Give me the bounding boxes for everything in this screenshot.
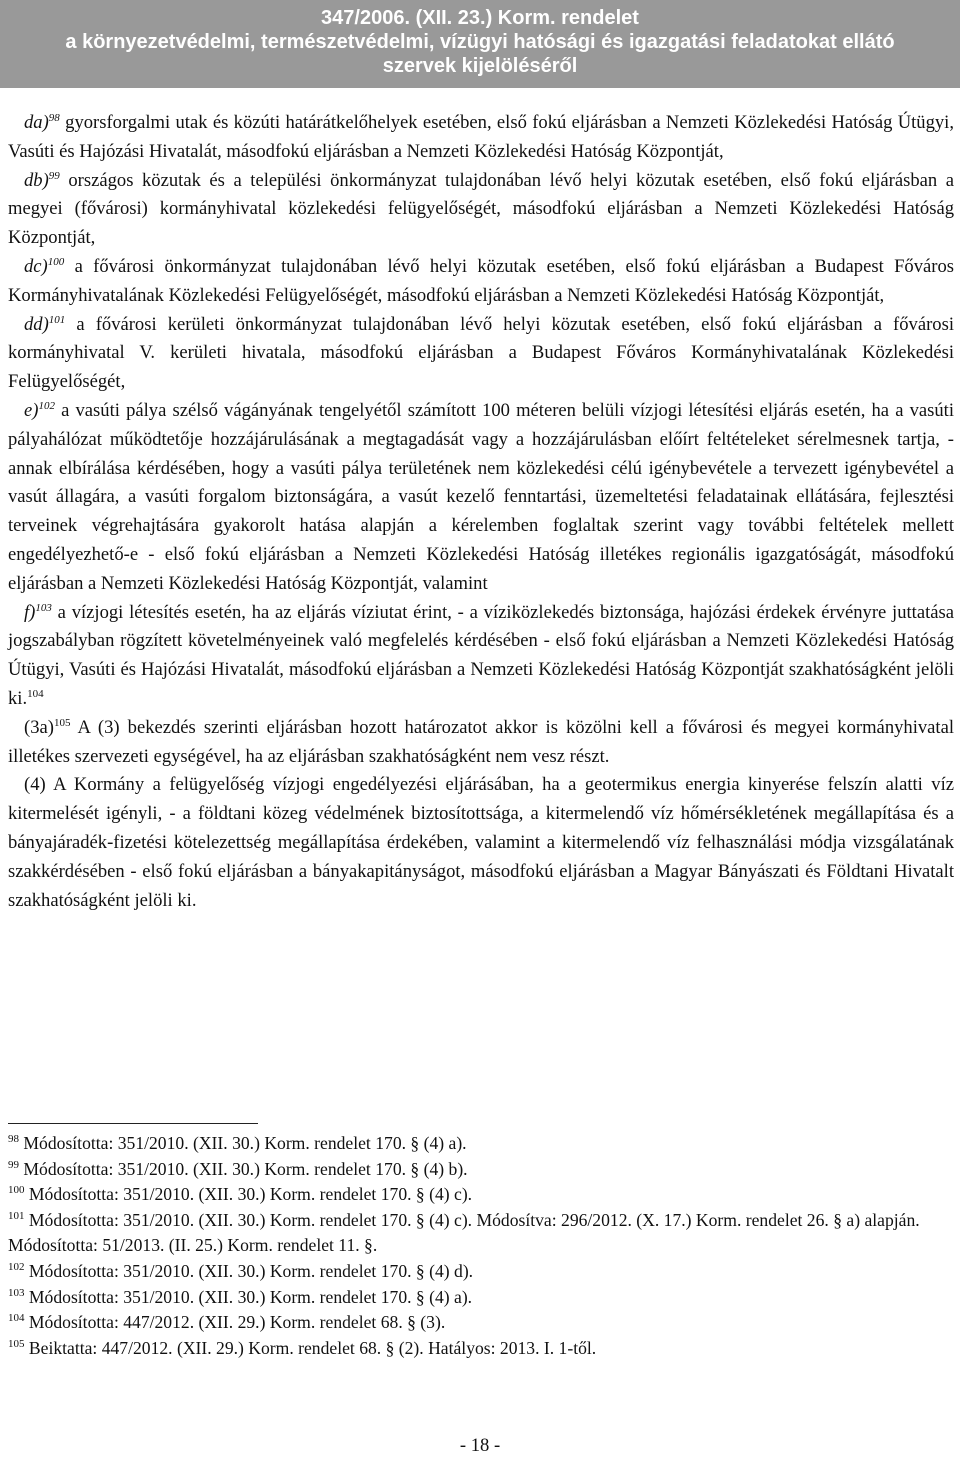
- footnote-text: Beiktatta: 447/2012. (XII. 29.) Korm. rendelet 68. § (2). Hatályos: 2013. I. 1-től.: [28, 1337, 597, 1358]
- footnote-text: Módosította: 351/2010. (XII. 30.) Korm. rendelet 170. § (4) c).: [28, 1184, 473, 1205]
- item-text: országos közutak és a települési önkormányzat tulajdonában lévő helyi közutak esetében, első fokú eljárásban a megyei (fővárosi) kormányhivatal közlekedési felügyelőségét, másodfokú eljárásban a Nemzeti Közlekedési Hatóság Központját,: [8, 169, 954, 249]
- footnote-number: 105: [8, 1337, 25, 1350]
- footnote-ref[interactable]: 98: [48, 112, 60, 124]
- footnote: [8, 1157, 954, 1183]
- footnote-ref[interactable]: 103: [35, 601, 52, 614]
- footnote-number: 100: [8, 1184, 25, 1197]
- item-label: e): [24, 399, 39, 421]
- footnote-ref[interactable]: 100: [47, 255, 65, 268]
- header-line-2: a környezetvédelmi, természetvédelmi, vízügyi hatósági és igazgatási feladatokat ellátó: [65, 31, 895, 53]
- header-line-1: 347/2006. (XII. 23.) Korm. rendelet: [321, 7, 639, 29]
- item-text: a fővárosi önkormányzat tulajdonában lévő helyi közutak esetében, első fokú eljárásban a Budapest Főváros Kormányhivatalának Közlekedési Felügyelőségét, másodfokú eljárásban a Nemzeti Közlekedési Hatóság Központját,: [8, 255, 954, 306]
- item-text: a fővárosi kerületi önkormányzat tulajdonában lévő helyi közutak esetében, első fokú eljárásban a fővárosi kormányhivatal V. kerületi hivatala, másodfokú eljárásban a Budapest Főváros Kormányhivatalának Közlekedési Felügyelőségét,: [8, 313, 954, 393]
- footnotes: [8, 1131, 954, 1361]
- footnote: [8, 1336, 954, 1362]
- item-label: dc): [24, 255, 48, 277]
- item-label: db): [24, 169, 49, 191]
- item-db: [8, 167, 954, 253]
- item-label: f): [24, 601, 36, 623]
- footnote-ref[interactable]: 104: [27, 687, 44, 700]
- footnote: [8, 1259, 954, 1285]
- paragraph-4: (4) A Kormány a felügyelőség vízjogi engedélyezési eljárásában, ha a geotermikus energia kinyerése felszín alatti víz kitermelését igényli, - a földtani közeg védelmének biztosítottsága, a kitermelendő víz hőmérsékletének megállapítása és a bányajáradék-fizetési kötelezettség megállapítása érdekében, valamint a kitermelendő víz felhasználási módja vizsgálatának szakkérdésében - első fokú eljárásban a bányakapitányságot, másodfokú eljárásban a Magyar Bányászati és Földtani Hivatalt szakhatóságként jelöli ki.: [8, 774, 954, 911]
- footnote-ref[interactable]: 101: [48, 313, 66, 326]
- footnote-ref[interactable]: 99: [48, 169, 60, 182]
- item-dc: [8, 253, 954, 311]
- item-text: a vasúti pálya szélső vágányának tengelyétől számított 100 méteren belüli vízjogi létesítési eljárás esetén, ha a vasúti pályahálózat működtetője hozzájárulásának a megtagadását vagy a hozzájárulásban előírt feltételeket sérelmesnek tartja, - annak elbírálása kérdésében, hogy a vasúti pálya területének nem közlekedési célú igénybevétele a tervezett igénybevétel a vasút állagára, a vasúti forgalom biztonságára, a vasút kezelő fenntartási, üzemeltetési feladatainak ellátására, fejlesztési terveinek végrehajtására gyakorolt hatása alapján a kérelemben foglaltak szerint vagy további feltételek mellett engedélyezhető-e - első fokú eljárásban a Nemzeti Közlekedési Hatóság illetékes regionális igazgatóságát, másodfokú eljárásban a Nemzeti Közlekedési Hatóság Központját, valamint: [8, 399, 955, 594]
- footnote-text: Módosította: 351/2010. (XII. 30.) Korm. rendelet 170. § (4) a).: [23, 1133, 467, 1153]
- footnote-number: 101: [8, 1209, 25, 1222]
- footnote-number: 104: [8, 1312, 25, 1325]
- item-label: dd): [24, 313, 49, 335]
- footnote-text: Módosította: 351/2010. (XII. 30.) Korm. rendelet 170. § (4) b).: [23, 1158, 468, 1179]
- item-text: gyorsforgalmi utak és közúti határátkelőhelyek esetében, első fokú eljárásban a Nemzeti Közlekedési Hatóság Útügyi, Vasúti és Hajózási Hivatalát, másodfokú eljárásban a Nemzeti Közlekedési Hatóság Központját,: [8, 112, 955, 162]
- footnote-number: 99: [8, 1158, 19, 1171]
- footnote-text: Módosította: 351/2010. (XII. 30.) Korm. rendelet 170. § (4) d).: [28, 1260, 474, 1281]
- item-label: da): [24, 112, 49, 133]
- footnote-text: Módosította: 351/2010. (XII. 30.) Korm. rendelet 170. § (4) c). Módosítva: 296/2012. (X. 17.) Korm. rendelet 26. § a) alapján. Módosította: 51/2013. (II. 25.) Korm. rendelet 11. §.: [8, 1209, 920, 1256]
- footnote: [8, 1310, 954, 1336]
- page-header: [0, 0, 960, 88]
- item-da: [8, 109, 954, 167]
- footnote-number: 98: [8, 1133, 19, 1145]
- footnote-ref[interactable]: 102: [38, 399, 55, 412]
- body-text: [8, 109, 954, 915]
- footnote-ref[interactable]: 105: [53, 716, 71, 729]
- footnote: [8, 1182, 954, 1208]
- item-dd: [8, 311, 954, 397]
- footnote: [8, 1131, 954, 1157]
- page-number: - 18 -: [459, 1435, 501, 1456]
- footnote-number: 103: [8, 1286, 25, 1299]
- item-text: a vízjogi létesítés esetén, ha az eljárás víziutat érint, - a víziközlekedés biztonsága, hajózási érdekek érvényre juttatása jogszabályban rögzített követelményeinek való megfelelés kérdésében - első fokú eljárásban a Nemzeti Közlekedési Hatóság Útügyi, Vasúti és Hajózási Hivatalát, másodfokú eljárásban a Nemzeti Közlekedési Hatóság Központját szakhatóságként jelöli ki.: [8, 601, 954, 709]
- paragraph-label: (3a): [24, 716, 54, 738]
- item-e: [8, 397, 954, 599]
- footnote-text: Módosította: 447/2012. (XII. 29.) Korm. rendelet 68. § (3).: [28, 1312, 446, 1333]
- paragraph-3a: [8, 714, 954, 772]
- item-f: [8, 599, 954, 714]
- paragraph-text: A (3) bekezdés szerinti eljárásban hozott határozatot akkor is közölni kell a fővárosi és megyei kormányhivatal illetékes szervezeti egységével, ha az eljárásban szakhatóságként nem vesz részt.: [8, 716, 955, 767]
- footnote-number: 102: [8, 1260, 25, 1273]
- footnote-divider: [8, 1123, 258, 1124]
- footnote-text: Módosította: 351/2010. (XII. 30.) Korm. rendelet 170. § (4) a).: [28, 1286, 473, 1307]
- header-line-3: szervek kijelöléséről: [382, 55, 578, 77]
- footnote: [8, 1208, 954, 1259]
- footnote: [8, 1285, 954, 1311]
